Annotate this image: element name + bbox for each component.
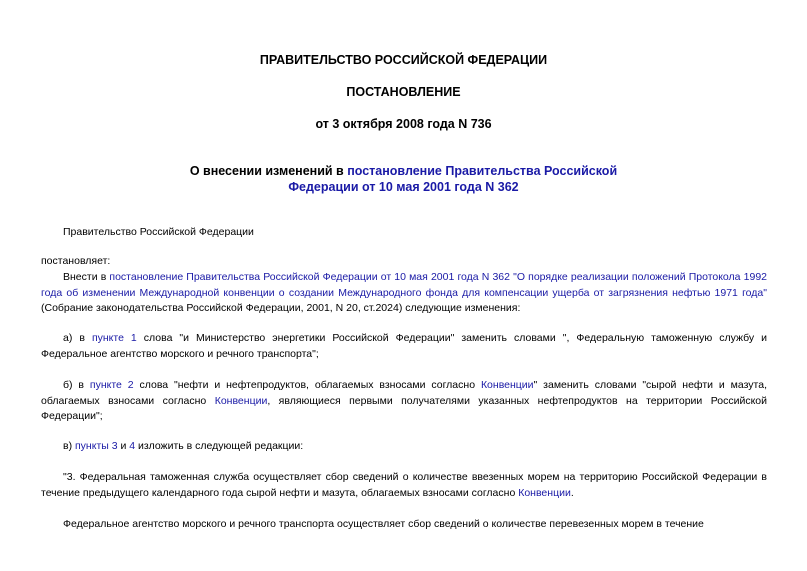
document-type-heading: ПОСТАНОВЛЕНИЕ bbox=[346, 85, 461, 99]
convention-link[interactable]: Конвенции bbox=[518, 486, 571, 499]
paragraph-amend-intro bbox=[41, 270, 767, 317]
point-4-link[interactable]: 4 bbox=[129, 440, 136, 452]
amend-prefix: Внести в bbox=[63, 271, 110, 283]
paragraph-item-b: б) в пункте 2 слова "нефти и нефтепродуктов, облагаемых взносами согласно Конвенции" заменить словами "сырой нефти и мазута, облагаемых взносами согласно Конвенции, являющиеся первыми получателями указанных нефтепродуктов на территории Российской Федерации"; bbox=[41, 379, 768, 422]
point-3-link[interactable]: пункты 3 bbox=[75, 440, 118, 452]
paragraph-point-3-text: "3. Федеральная таможенная служба осуществляет сбор сведений о количестве ввезенных морем на территорию Российской Федерации в течение предыдущего календарного года сырой нефти и мазута, облагаемых взносами согласно Конвенции. bbox=[41, 471, 767, 499]
paragraph-postanovlyaet: постановляет: bbox=[41, 255, 111, 267]
subject-link-line1[interactable]: постановление Правительства Российской bbox=[347, 164, 618, 178]
paragraph-federal-agency: Федеральное агентство морского и речного транспорта осуществляет сбор сведений о количестве перевезенных морем в течение bbox=[63, 518, 704, 530]
point-1-link[interactable]: пункте 1 bbox=[91, 332, 137, 344]
amend-suffix: (Собрание законодательства Российской Федерации, 2001, N 20, ст.2024) следующие изменения: bbox=[41, 302, 521, 314]
subject-link-line2[interactable]: Федерации от 10 мая 2001 года N 362 bbox=[288, 180, 519, 194]
paragraph-item-v: в) пункты 3 и 4 изложить в следующей редакции: bbox=[63, 440, 304, 452]
document-subject bbox=[0, 163, 807, 195]
convention-link[interactable]: Конвенции bbox=[214, 394, 268, 407]
government-heading: ПРАВИТЕЛЬСТВО РОССИЙСКОЙ ФЕДЕРАЦИИ bbox=[259, 53, 548, 67]
paragraph-item-a: а) в пункте 1 слова "и Министерство энергетики Российской Федерации" заменить словами ", Федеральную таможенную службу и Федеральное агентство морского и речного транспорта"; bbox=[41, 332, 768, 360]
paragraph-government: Правительство Российской Федерации bbox=[63, 226, 254, 238]
decree-362-link[interactable]: постановление Правительства Российской Федерации от 10 мая 2001 года N 362 "О порядке реализации положений Протокола 1992 года об изменении Международной конвенции о создании Международного фонда для компенсации ущерба от загрязнения нефтью 1971 года" bbox=[41, 271, 767, 299]
convention-link[interactable]: Конвенции bbox=[480, 379, 534, 391]
point-2-link[interactable]: пункте 2 bbox=[89, 379, 134, 391]
subject-prefix: О внесении изменений в bbox=[189, 164, 348, 178]
document-date-number: от 3 октября 2008 года N 736 bbox=[315, 117, 492, 131]
